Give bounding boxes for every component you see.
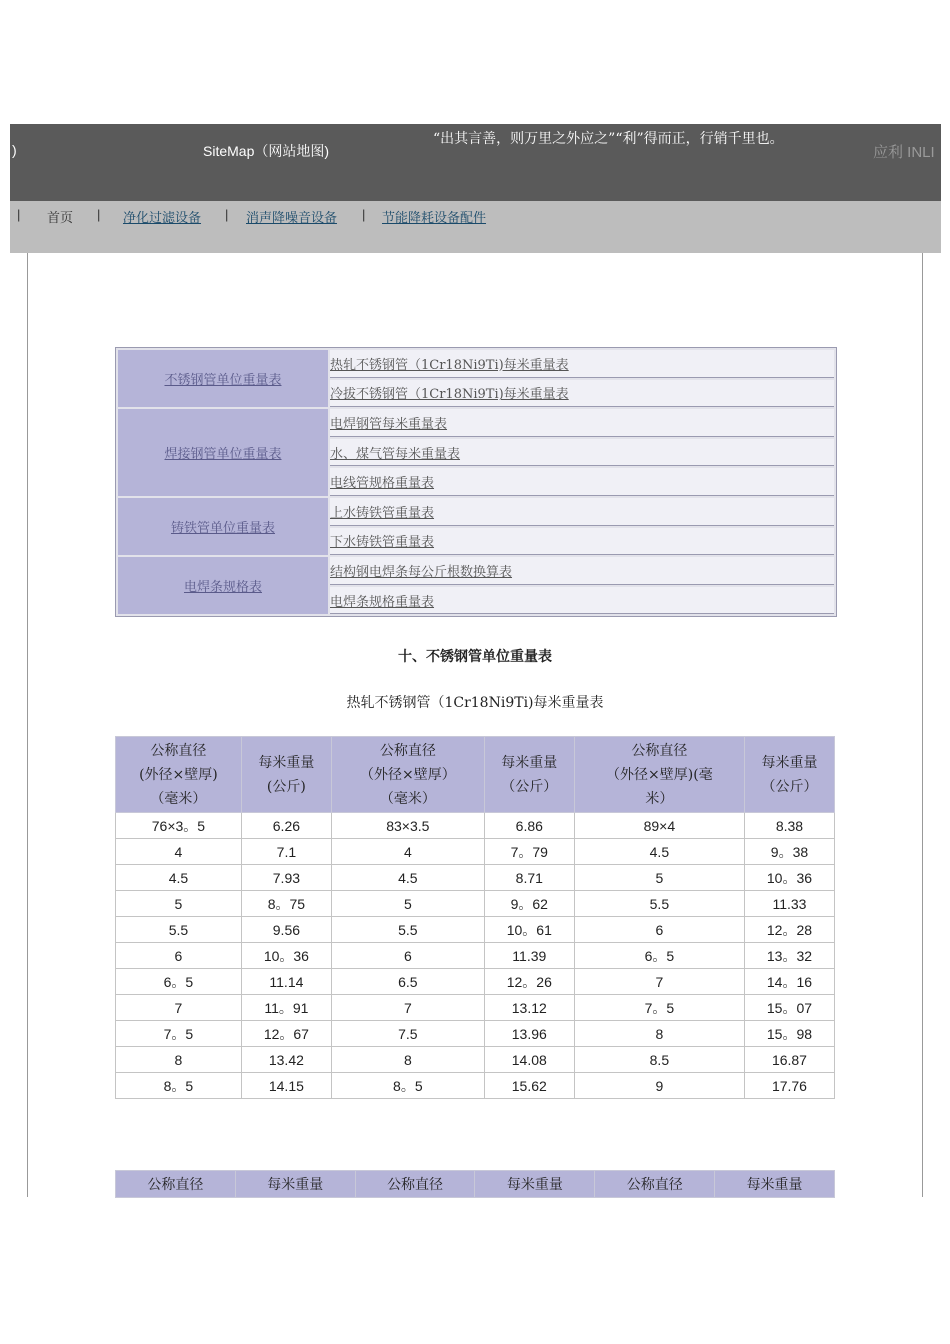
nav-separator: | bbox=[225, 207, 229, 222]
table-cell: 4 bbox=[116, 839, 242, 865]
weight-table bbox=[115, 736, 835, 1099]
column-header: 每米重量 bbox=[715, 1171, 835, 1198]
table-cell: 8。75 bbox=[241, 891, 331, 917]
table-cell: 5.5 bbox=[574, 891, 744, 917]
table-cell: 7 bbox=[574, 969, 744, 995]
column-header bbox=[484, 737, 574, 813]
table-cell: 12。28 bbox=[744, 917, 834, 943]
table-cell: 8 bbox=[116, 1047, 242, 1073]
table-cell: 11.39 bbox=[484, 943, 574, 969]
table-cell: 9 bbox=[574, 1073, 744, 1099]
nav-separator: | bbox=[362, 207, 366, 222]
nav-link-energy[interactable]: 节能降耗设备配件 bbox=[382, 211, 487, 226]
subcategory-link[interactable]: 电焊钢管每米重量表 bbox=[330, 409, 834, 437]
table-cell: 7 bbox=[116, 995, 242, 1021]
table-cell: 5.5 bbox=[331, 917, 484, 943]
nav-link-silencer[interactable]: 消声降噪音设备 bbox=[246, 211, 338, 226]
category-index-table bbox=[115, 347, 837, 617]
table-cell: 5.5 bbox=[116, 917, 242, 943]
table-cell: 12。67 bbox=[241, 1021, 331, 1047]
table-cell: 6.5 bbox=[331, 969, 484, 995]
table-row bbox=[116, 1047, 835, 1073]
subcategory-link[interactable]: 下水铸铁管重量表 bbox=[330, 528, 834, 556]
category-link[interactable]: 焊接钢管单位重量表 bbox=[118, 409, 328, 496]
table-cell: 13.96 bbox=[484, 1021, 574, 1047]
column-header-line: （毫米） bbox=[150, 790, 207, 807]
sitemap-link[interactable]: SiteMap（网站地图) bbox=[203, 143, 330, 159]
column-header-line: (公斤) bbox=[266, 778, 306, 795]
table-cell: 15。98 bbox=[744, 1021, 834, 1047]
column-header: 每米重量 bbox=[475, 1171, 595, 1198]
table-cell: 15.62 bbox=[484, 1073, 574, 1099]
nav-home[interactable]: 首页 bbox=[47, 211, 74, 226]
column-header-line: 每米重量 bbox=[501, 754, 558, 771]
table-cell: 76×3。5 bbox=[116, 813, 242, 839]
table-cell: 8.38 bbox=[744, 813, 834, 839]
table-cell: 4.5 bbox=[574, 839, 744, 865]
subcategory-link[interactable]: 电线管规格重量表 bbox=[330, 468, 834, 496]
table-cell: 12。26 bbox=[484, 969, 574, 995]
column-header-line: 公称直径 bbox=[150, 742, 207, 759]
section-title: 十、不锈钢管单位重量表 bbox=[398, 649, 552, 665]
table-cell: 8.5 bbox=[574, 1047, 744, 1073]
table-cell: 5 bbox=[574, 865, 744, 891]
column-header-line: （外径×壁厚） bbox=[359, 766, 456, 783]
column-header: 每米重量 bbox=[235, 1171, 355, 1198]
weight-table-2 bbox=[115, 1170, 835, 1198]
table-cell: 7.93 bbox=[241, 865, 331, 891]
subcategory-link[interactable]: 水、煤气管每米重量表 bbox=[330, 439, 834, 467]
column-header-line: (外径×壁厚) bbox=[139, 766, 218, 783]
table-cell: 9。62 bbox=[484, 891, 574, 917]
table-cell: 8。5 bbox=[116, 1073, 242, 1099]
table-cell: 13。32 bbox=[744, 943, 834, 969]
table-cell: 89×4 bbox=[574, 813, 744, 839]
brand-logo-text: 应利 INLI bbox=[873, 144, 935, 161]
table-cell: 6。5 bbox=[574, 943, 744, 969]
frame-left-line bbox=[27, 253, 28, 1197]
table-cell: 8。5 bbox=[331, 1073, 484, 1099]
table-cell: 11。91 bbox=[241, 995, 331, 1021]
column-header: 公称直径 bbox=[355, 1171, 475, 1198]
table-cell: 5 bbox=[116, 891, 242, 917]
column-header bbox=[331, 737, 484, 813]
table-row bbox=[116, 891, 835, 917]
nav-separator: | bbox=[17, 207, 21, 222]
column-header-line: 公称直径 bbox=[379, 742, 436, 759]
table-cell: 13.42 bbox=[241, 1047, 331, 1073]
table-row bbox=[116, 917, 835, 943]
category-link[interactable]: 不锈钢管单位重量表 bbox=[118, 350, 328, 407]
table-cell: 14。16 bbox=[744, 969, 834, 995]
table-cell: 13.12 bbox=[484, 995, 574, 1021]
table-cell: 7 bbox=[331, 995, 484, 1021]
table-row bbox=[116, 995, 835, 1021]
column-header bbox=[116, 737, 242, 813]
main-nav bbox=[10, 201, 941, 253]
subcategory-link[interactable]: 结构钢电焊条每公斤根数换算表 bbox=[330, 557, 834, 585]
table-cell: 83×3.5 bbox=[331, 813, 484, 839]
table-cell: 8.71 bbox=[484, 865, 574, 891]
table-cell: 10。61 bbox=[484, 917, 574, 943]
table-cell: 8 bbox=[331, 1047, 484, 1073]
table-cell: 6.86 bbox=[484, 813, 574, 839]
column-header-line: （公斤） bbox=[761, 778, 818, 795]
subcategory-link[interactable]: 热轧不锈钢管（1Cr18Ni9Ti)每米重量表 bbox=[330, 350, 834, 378]
table-row bbox=[116, 813, 835, 839]
table-cell: 6 bbox=[331, 943, 484, 969]
column-header bbox=[574, 737, 744, 813]
table-cell: 10。36 bbox=[241, 943, 331, 969]
table-cell: 4.5 bbox=[331, 865, 484, 891]
table-caption: 热轧不锈钢管（1Cr18Ni9Ti)每米重量表 bbox=[346, 695, 604, 711]
frame-right-line bbox=[922, 253, 923, 1197]
table-cell: 6。5 bbox=[116, 969, 242, 995]
table-cell: 5 bbox=[331, 891, 484, 917]
table-cell: 10。36 bbox=[744, 865, 834, 891]
column-header-line: （毫米） bbox=[379, 790, 436, 807]
table-row bbox=[116, 839, 835, 865]
table-cell: 7。79 bbox=[484, 839, 574, 865]
column-header bbox=[241, 737, 331, 813]
subcategory-link[interactable]: 上水铸铁管重量表 bbox=[330, 498, 834, 526]
nav-separator: | bbox=[97, 207, 101, 222]
category-link[interactable]: 电焊条规格表 bbox=[118, 557, 328, 614]
table-cell: 7.1 bbox=[241, 839, 331, 865]
table-cell: 4 bbox=[331, 839, 484, 865]
subcategory-link[interactable]: 冷拔不锈钢管（1Cr18Ni9Ti)每米重量表 bbox=[330, 380, 834, 408]
column-header: 公称直径 bbox=[116, 1171, 236, 1198]
table-cell: 9.56 bbox=[241, 917, 331, 943]
table-cell: 17.76 bbox=[744, 1073, 834, 1099]
column-header: 公称直径 bbox=[595, 1171, 715, 1198]
header-slogan: “出其言善，则万里之外应之”“利”得而正，行销千里也。 bbox=[433, 131, 784, 147]
table-cell: 7.5 bbox=[331, 1021, 484, 1047]
table-cell: 7。5 bbox=[116, 1021, 242, 1047]
table-cell: 4.5 bbox=[116, 865, 242, 891]
table-cell: 6 bbox=[116, 943, 242, 969]
table-cell: 9。38 bbox=[744, 839, 834, 865]
column-header bbox=[744, 737, 834, 813]
table-cell: 15。07 bbox=[744, 995, 834, 1021]
table-cell: 14.15 bbox=[241, 1073, 331, 1099]
table-row bbox=[116, 1073, 835, 1099]
table-cell: 6.26 bbox=[241, 813, 331, 839]
column-header-line: 每米重量 bbox=[258, 754, 315, 771]
category-link[interactable]: 铸铁管单位重量表 bbox=[118, 498, 328, 555]
table-row bbox=[116, 943, 835, 969]
table-cell: 14.08 bbox=[484, 1047, 574, 1073]
table-cell: 16.87 bbox=[744, 1047, 834, 1073]
column-header-line: 公称直径 bbox=[631, 742, 688, 759]
table-cell: 11.14 bbox=[241, 969, 331, 995]
table-row bbox=[116, 1021, 835, 1047]
table-cell: 7。5 bbox=[574, 995, 744, 1021]
nav-link-filter[interactable]: 净化过滤设备 bbox=[123, 211, 202, 226]
site-header bbox=[10, 124, 941, 201]
header-paren: ) bbox=[12, 142, 17, 158]
column-header-line: （公斤） bbox=[501, 778, 558, 795]
column-header-line: （外径×壁厚)(毫 bbox=[606, 766, 713, 783]
table-row bbox=[116, 969, 835, 995]
table-cell: 8 bbox=[574, 1021, 744, 1047]
table-cell: 6 bbox=[574, 917, 744, 943]
table-row bbox=[116, 865, 835, 891]
column-header-line: 每米重量 bbox=[761, 754, 818, 771]
subcategory-link[interactable]: 电焊条规格重量表 bbox=[330, 587, 834, 615]
column-header-line: 米） bbox=[645, 790, 674, 807]
table-cell: 11.33 bbox=[744, 891, 834, 917]
